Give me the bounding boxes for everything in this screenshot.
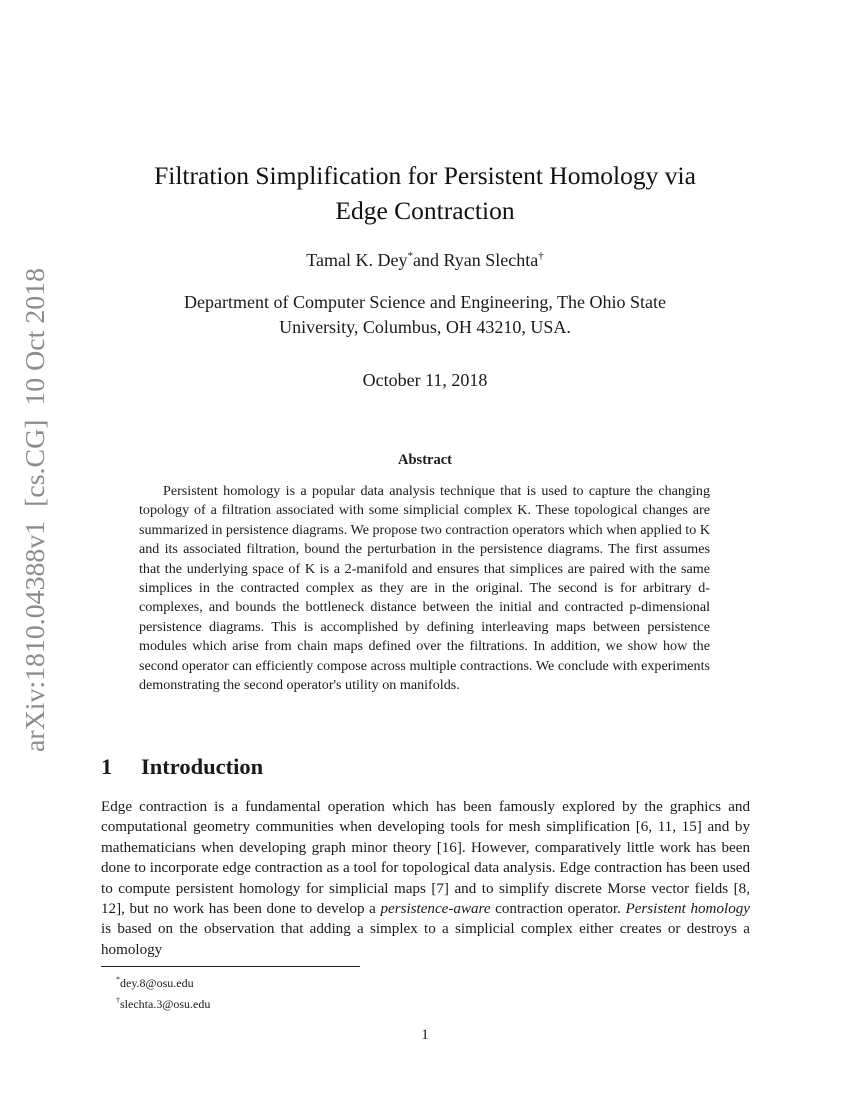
- arxiv-identifier: arXiv:1810.04388v1 [cs.CG] 10 Oct 2018: [20, 282, 50, 752]
- affiliation-line-1: Department of Computer Science and Engineering, The Ohio State: [183, 292, 667, 312]
- footnote-1-mark: *: [116, 975, 120, 984]
- title-line-2: Edge Contraction: [335, 196, 515, 225]
- footnote-mark-2: †: [538, 250, 544, 262]
- intro-text-3: is based on the observation that adding a simplex to a simplicial complex either creates or destroys a homology: [101, 921, 750, 958]
- page-number: 1: [421, 1027, 429, 1043]
- author-dey: Tamal K. Dey: [306, 250, 408, 270]
- author-conjunction: and: [412, 250, 439, 270]
- intro-text-2: contraction operator.: [490, 901, 626, 918]
- footnote-divider: [101, 966, 360, 967]
- introduction-paragraph: [101, 797, 750, 960]
- abstract-heading: Abstract: [398, 452, 452, 468]
- footnote-1-email: dey.8@osu.edu: [120, 976, 194, 990]
- footnote-2-mark: †: [116, 996, 120, 1005]
- abstract-body: [139, 482, 710, 695]
- author-slechta: Ryan Slechta: [443, 250, 539, 270]
- intro-emphasis-2: Persistent homology: [625, 901, 750, 918]
- section-number: 1: [101, 754, 113, 779]
- section-heading: [101, 754, 263, 780]
- introduction-body: [101, 797, 750, 960]
- abstract-paragraph: Persistent homology is a popular data analysis technique that is used to capture the changing topology of a filtration associated with some simplicial complex K. These topological changes are summarized in persistence diagrams. We propose two contraction operators which when applied to K and its associated filtration, bound the perturbation in the persistence diagrams. The first assumes that the underlying space of K is a 2-manifold and ensures that simplices are paired with the same simplices in the contracted complex as they are in the original. The second is for arbitrary d-complexes, and bounds the bottleneck distance between the initial and contracted p-dimensional persistence diagrams. This is accomplished by defining interleaving maps between persistence modules which arise from chain maps defined over the filtrations. In addition, we show how the second operator can efficiently compose across multiple contractions. We conclude with experiments demonstrating the second operator's utility on manifolds.: [139, 483, 710, 694]
- footnote-1: [116, 971, 210, 992]
- footnote-2-email: slechta.3@osu.edu: [120, 997, 211, 1011]
- section-title: Introduction: [141, 754, 264, 779]
- footnotes: [116, 971, 210, 1013]
- paper-title: [0, 158, 850, 228]
- intro-text-1: Edge contraction is a fundamental operation which has been famously explored by the graphics and computational geometry communities when developing tools for mesh simplification [6, 11, 15] and by mathematicians when developing graph minor theory [16]. However, comparatively little work has been done to incorporate edge contraction as a tool for topological data analysis. Edge contraction has been used to compute persistent homology for simplicial maps [7] and to simplify discrete Morse vector fields [8, 12], but no work has been done to develop a: [101, 799, 750, 918]
- affiliation: [0, 290, 850, 340]
- affiliation-line-2: University, Columbus, OH 43210, USA.: [279, 317, 571, 337]
- title-line-1: Filtration Simplification for Persistent Homology via: [154, 161, 696, 190]
- footnote-mark-1: *: [407, 250, 413, 262]
- publication-date: October 11, 2018: [362, 370, 488, 390]
- author-list: [0, 250, 850, 271]
- footnote-2: [116, 992, 210, 1013]
- intro-emphasis-1: persistence-aware: [380, 901, 491, 918]
